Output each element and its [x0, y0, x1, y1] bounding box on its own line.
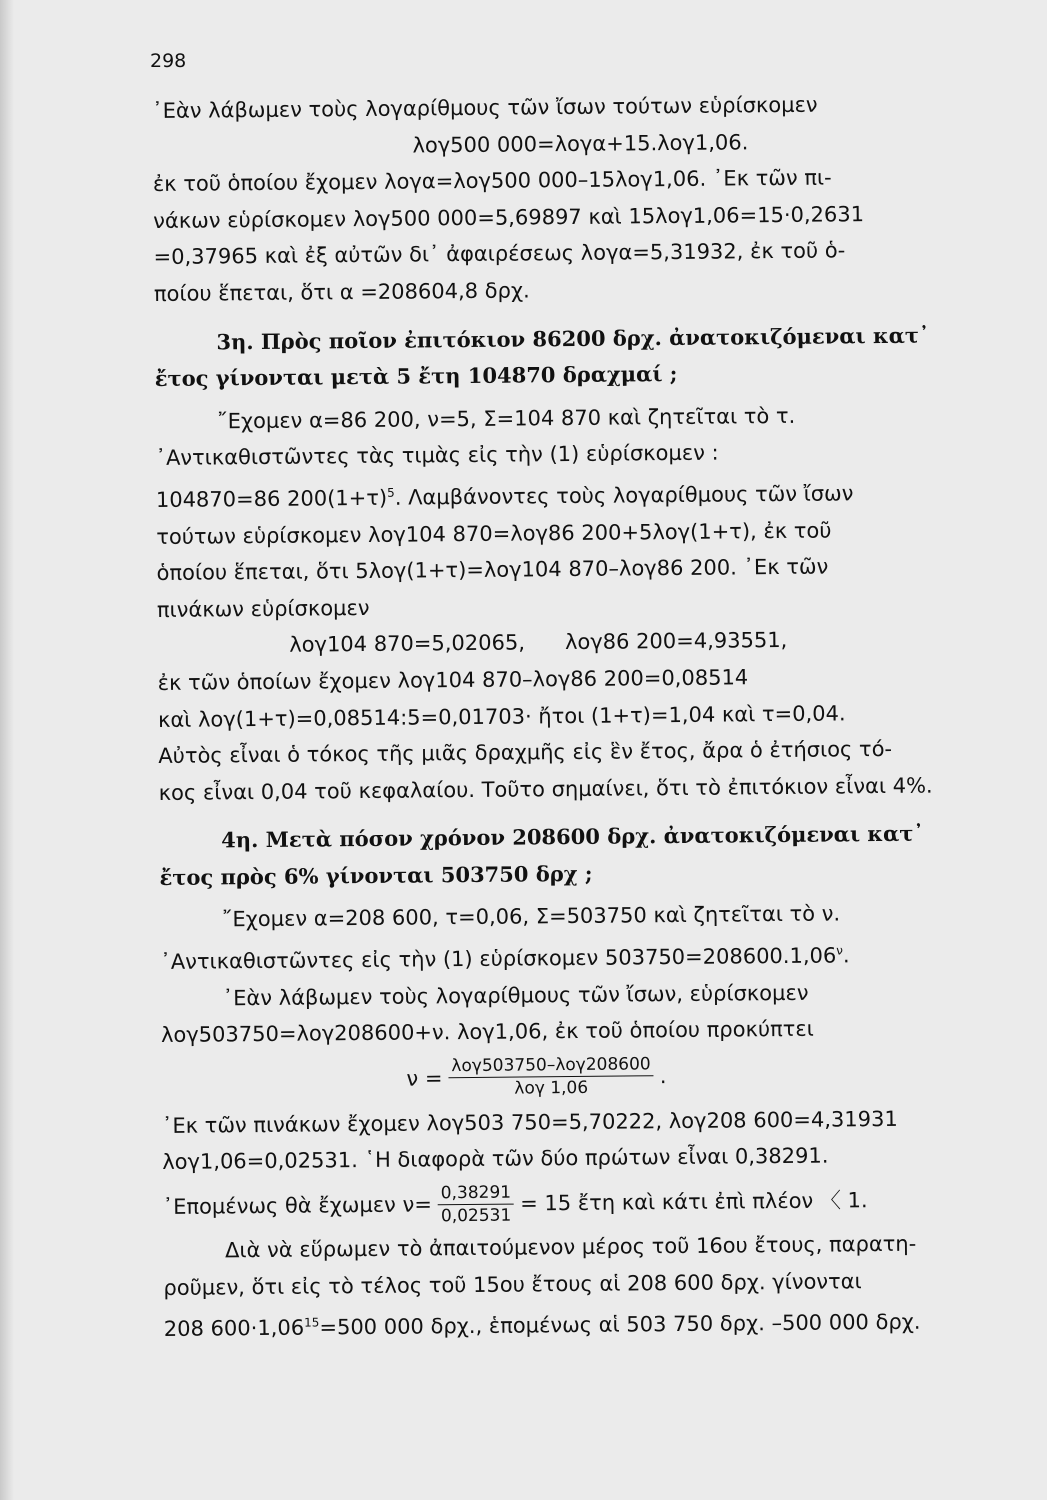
text-line: λογ503750=λογ208600+ν. λογ1,06, ἐκ τοῦ ὁποίου προκύπτει	[160, 1016, 814, 1048]
problem-3-heading-cont: ἔτος γίνονται μετὰ 5 ἔτη 104870 δραχμαί ;	[154, 361, 678, 392]
equation-line: λογ104 870=5,02065, λογ86 200=4,93551,	[289, 628, 788, 658]
text-span: 104870=86 200(1+τ)	[155, 485, 388, 512]
text-span: .	[842, 943, 850, 968]
text-line: λογ1,06=0,02531. ῾Η διαφορὰ τῶν δύο πρώτων εἶναι 0,38291.	[162, 1143, 829, 1175]
text-span: . Λαμβάνοντες τοὺς λογαρίθμους τῶν ἴσων	[394, 481, 854, 510]
problem-4-heading-cont: ἔτος πρὸς 6% γίνονται 503750 δρχ ;	[159, 860, 593, 890]
fraction	[448, 1054, 654, 1101]
fraction-denominator: λογ 1,06	[514, 1078, 589, 1099]
fraction-numerator: 0,38291	[438, 1181, 515, 1205]
page-body	[152, 85, 984, 1348]
text-line: ὁποίου ἕπεται, ὅτι 5λογ(1+τ)=λογ104 870–λογ86 200. ᾿Εκ τῶν	[156, 554, 829, 586]
text-line: πινάκων εὑρίσκομεν	[156, 595, 370, 622]
text-line: Αὐτὸς εἶναι ὁ τόκος τῆς μιᾶς δραχμῆς εἰς ἓν ἔτος, ἄρα ὁ ἐτήσιος τό-	[158, 737, 893, 769]
fraction-denominator: 0,02531	[440, 1205, 512, 1226]
text-line: ἐκ τοῦ ὁποίου ἔχομεν λογα=λογ500 000–15λογ1,06. ᾿Εκ τῶν πι-	[152, 165, 832, 197]
text-span: ᾿Αντικαθιστῶντες εἰς τὴν (1) εὑρίσκομεν 503750=208600.1,06	[160, 943, 837, 975]
text-line: ῎Εχομεν α=208 600, τ=0,06, Σ=503750 καὶ ζητεῖται τὸ ν.	[221, 901, 841, 932]
text-line: καὶ λογ(1+τ)=0,08514:5=0,01703· ἤτοι (1+τ)=1,04 καὶ τ=0,04.	[157, 700, 846, 732]
superscript: 5	[387, 485, 395, 500]
text-line: ᾿Αντικαθιστῶντες τὰς τιμὰς εἰς τὴν (1) εὑρίσκομεν :	[155, 440, 719, 471]
page-number: 298	[150, 50, 187, 72]
formula-tail: .	[659, 1063, 667, 1088]
text-span: =500 000 δρχ., ἑπομένως αἱ 503 750 δρχ. –500 000 δρχ.	[319, 1309, 921, 1340]
problem-4-heading: 4η. Μετὰ πόσον χρόνον 208600 δρχ. ἀνατοκιζόμεναι κατ᾿	[221, 820, 925, 853]
formula-lhs: ν =	[406, 1065, 443, 1091]
result-formula	[162, 1173, 982, 1233]
fraction-numerator: λογ503750–λογ208600	[448, 1054, 654, 1079]
problem-3-heading: 3η. Πρὸς ποῖον ἐπιτόκιον 86200 δρχ. ἀνατοκιζόμεναι κατ᾿	[216, 322, 930, 354]
text-line: Διὰ νὰ εὕρωμεν τὸ ἀπαιτούμενον μέρος τοῦ 16ου ἔτους, παρατη-	[224, 1231, 917, 1263]
text-line: κος εἶναι 0,04 τοῦ κεφαλαίου. Τοῦτο σημαίνει, ὅτι τὸ ἐπιτόκιον εἶναι 4%.	[158, 773, 933, 805]
text-line: ᾿Εκ τῶν πινάκων ἔχομεν λογ503 750=5,70222, λογ208 600=4,31931	[161, 1106, 898, 1138]
equation-line: λογ500 000=λογα+15.λογ1,06.	[412, 129, 749, 158]
superscript: 15	[304, 1315, 320, 1330]
text-line	[156, 469, 976, 518]
text-line: ἐκ τῶν ὁποίων ἔχομεν λογ104 870–λογ86 200=0,08514	[157, 665, 749, 695]
formula-lhs: ᾿Επομένως θὰ ἔχωμεν ν=	[162, 1192, 432, 1219]
superscript: ν	[836, 943, 844, 958]
text-line: νάκων εὑρίσκομεν λογ500 000=5,69897 καὶ 15λογ1,06=15·0,2631	[153, 201, 865, 233]
text-line	[164, 1298, 984, 1347]
text-line: ῎Εχομεν α=86 200, ν=5, Σ=104 870 καὶ ζητεῖται τὸ τ.	[217, 403, 796, 434]
text-line: ροῦμεν, ὅτι εἰς τὸ τέλος τοῦ 15ου ἔτους αἱ 208 600 δρχ. γίνονται	[163, 1268, 862, 1300]
fraction	[438, 1181, 515, 1227]
text-span: 208 600·1,06	[163, 1315, 305, 1342]
formula-rhs: = 15 ἔτη καὶ κάτι ἐπὶ πλέον 〈 1.	[520, 1187, 868, 1216]
nu-formula	[161, 1046, 981, 1108]
text-line: =0,37965 καὶ ἐξ αὐτῶν δι᾿ ἀφαιρέσεως λογα=5,31932, ἐκ τοῦ ὁ-	[153, 238, 846, 270]
text-line: ᾿Εὰν λάβωμεν τοὺς λογαρίθμους τῶν ἴσων, εὑρίσκομεν	[222, 980, 809, 1011]
text-line: ποίου ἕπεται, ὅτι α =208604,8 δρχ.	[153, 278, 530, 306]
text-line: τούτων εὑρίσκομεν λογ104 870=λογ86 200+5λογ(1+τ), ἐκ τοῦ	[156, 518, 832, 549]
text-line: ᾿Εὰν λάβωμεν τοὺς λογαρίθμους τῶν ἴσων τούτων εὑρίσκομεν	[152, 92, 818, 123]
